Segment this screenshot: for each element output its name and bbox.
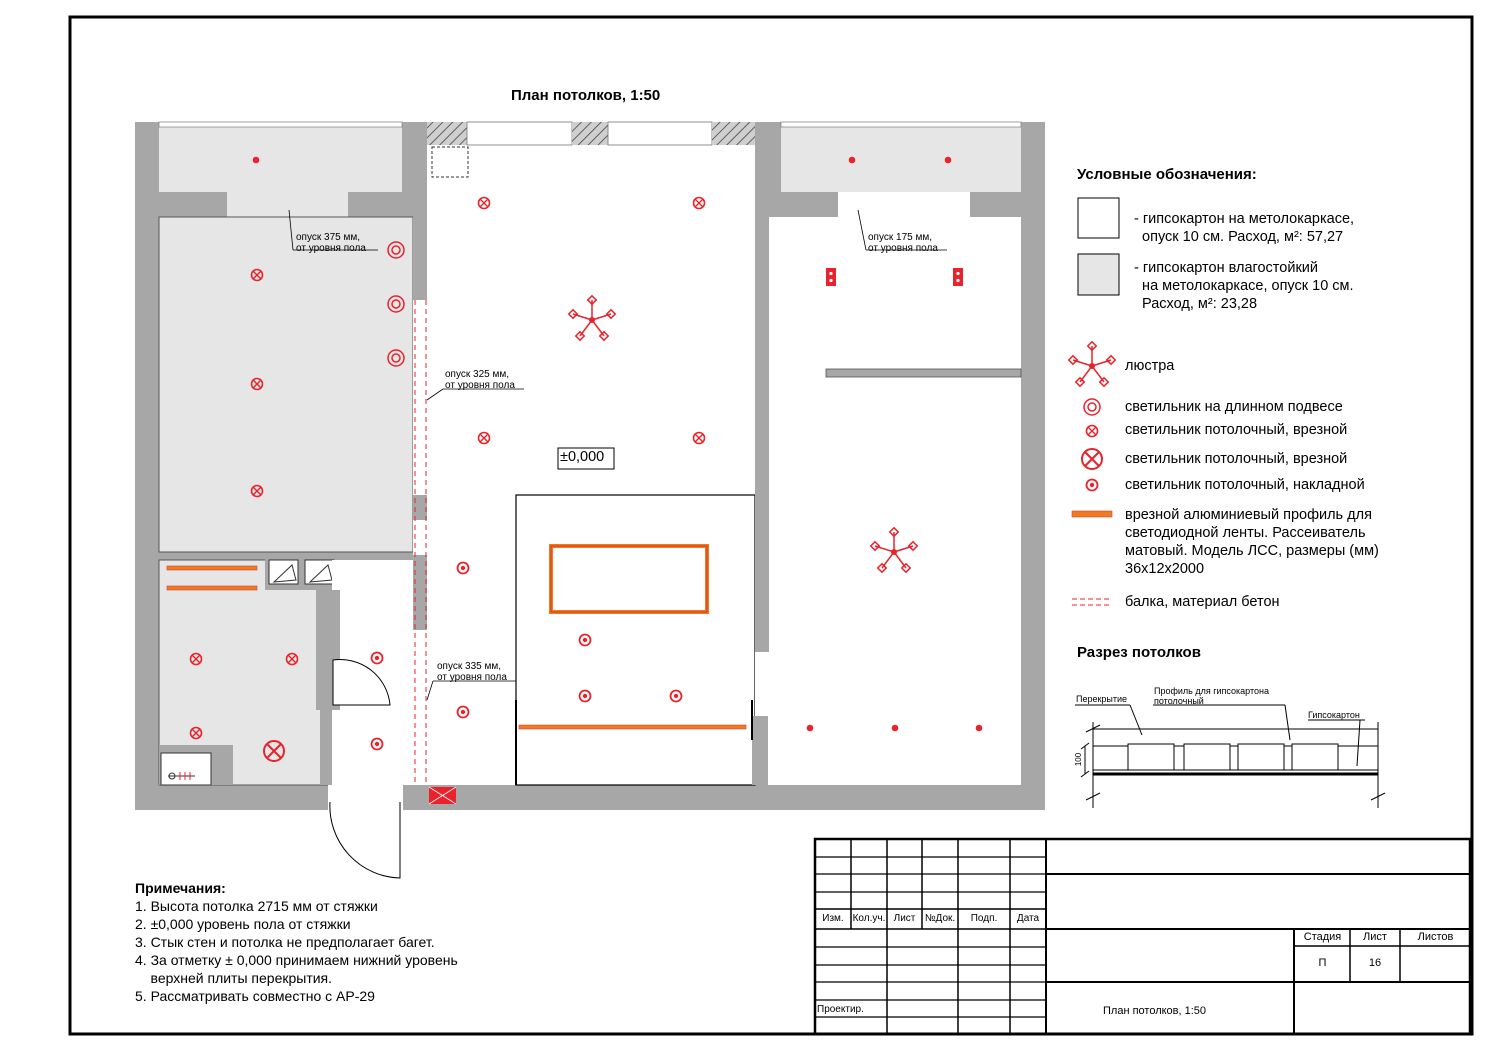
annotation-drop-375: опуск 375 мм, от уровня пола [296,232,366,254]
tb-col-list: Лист [893,913,916,924]
annotation-drop-325: опуск 325 мм, от уровня пола [445,369,515,391]
note-item: верхней плиты перекрытия. [135,970,333,986]
tb-col-koluch: Кол.уч. [852,913,886,924]
annotation-drop-335: опуск 335 мм, от уровня пола [437,661,507,683]
legend-title: Условные обозначения: [1077,166,1257,183]
gkl-grey-swatch [1078,254,1119,295]
legend-item-pendant: светильник на длинном подвесе [1125,399,1343,415]
tb-col-doc: №Док. [924,913,956,924]
tb-col-podp: Подп. [970,913,998,924]
note-item: 5. Рассматривать совместно с АР-29 [135,988,375,1004]
tb-drawing-name: План потолков, 1:50 [1103,1005,1207,1017]
gkl-white-swatch [1078,198,1119,238]
tb-sheet-value: 16 [1368,957,1382,969]
note-item: 2. ±0,000 уровень пола от стяжки [135,916,351,932]
tb-sheets-header: Листов [1417,931,1454,943]
balcony-right [781,124,1021,192]
section-drawing [1075,705,1385,808]
tb-designer-label: Проектир. [817,1004,864,1015]
drawing-title: План потолков, 1:50 [511,87,661,104]
legend-symbols [1069,198,1119,605]
room-right-bedroom [769,217,1021,785]
legend-item-recessed: светильник потолочный, врезной [1125,422,1348,438]
recessed-light-small-icon [1087,426,1098,437]
note-item: 1. Высота потолка 2715 мм от стяжки [135,898,378,914]
tb-stage-header: Стадия [1303,931,1342,943]
balcony-left [159,124,402,192]
legend-item-beam: балка, материал бетон [1125,594,1280,610]
door-entrance [330,802,400,878]
tb-col-izm: Изм. [822,913,844,924]
tb-stage-value: П [1318,957,1327,969]
note-item: 3. Стык стен и потолка не предполагает багет. [135,934,435,950]
notes-title: Примечания: [135,880,226,896]
notes-block [135,879,458,1005]
note-item: 4. За отметку ± 0,000 принимаем нижний уровень [135,952,458,968]
section-dim: 100 [1074,752,1084,767]
legend-item-chandelier: люстра [1125,358,1175,374]
legend-item-gkl: - гипсокартон на метолокаркасе, опуск 10 см. Расход, м²: 57,27 [1134,211,1355,245]
tb-col-data: Дата [1016,913,1040,924]
room-kitchen [516,495,755,785]
legend-item-led-profile: врезной алюминиевый профиль для светодиодной ленты. Рассеиватель матовый. Модель ЛСС, размеры (мм) 36x12x2000 [1125,507,1379,577]
room-left-bedroom [159,217,413,552]
tb-sheet-header: Лист [1363,931,1387,943]
section-label-profile: Профиль для гипсокартона потолочный [1154,686,1269,706]
legend-item-recessed-large: светильник потолочный, врезной [1125,451,1348,467]
legend-item-gkl-wet: - гипсокартон влагостойкий на метолокаркасе, опуск 10 см. Расход, м²: 23,28 [1134,260,1354,312]
surface-light-icon [1087,480,1098,491]
level-mark: ±0,000 [560,449,605,465]
pendant-light-icon [1084,399,1100,415]
section-label-overlap: Перекрытие [1076,694,1128,704]
legend-item-surface: светильник потолочный, накладной [1125,477,1365,493]
chandelier-icon [1069,342,1115,386]
section-label-gkl: Гипсокартон [1308,710,1360,720]
recessed-light-large-icon [1082,449,1102,469]
led-profile-icon [1072,511,1112,517]
annotation-drop-175: опуск 175 мм, от уровня пола [868,232,938,254]
section-title: Разрез потолков [1077,644,1201,661]
